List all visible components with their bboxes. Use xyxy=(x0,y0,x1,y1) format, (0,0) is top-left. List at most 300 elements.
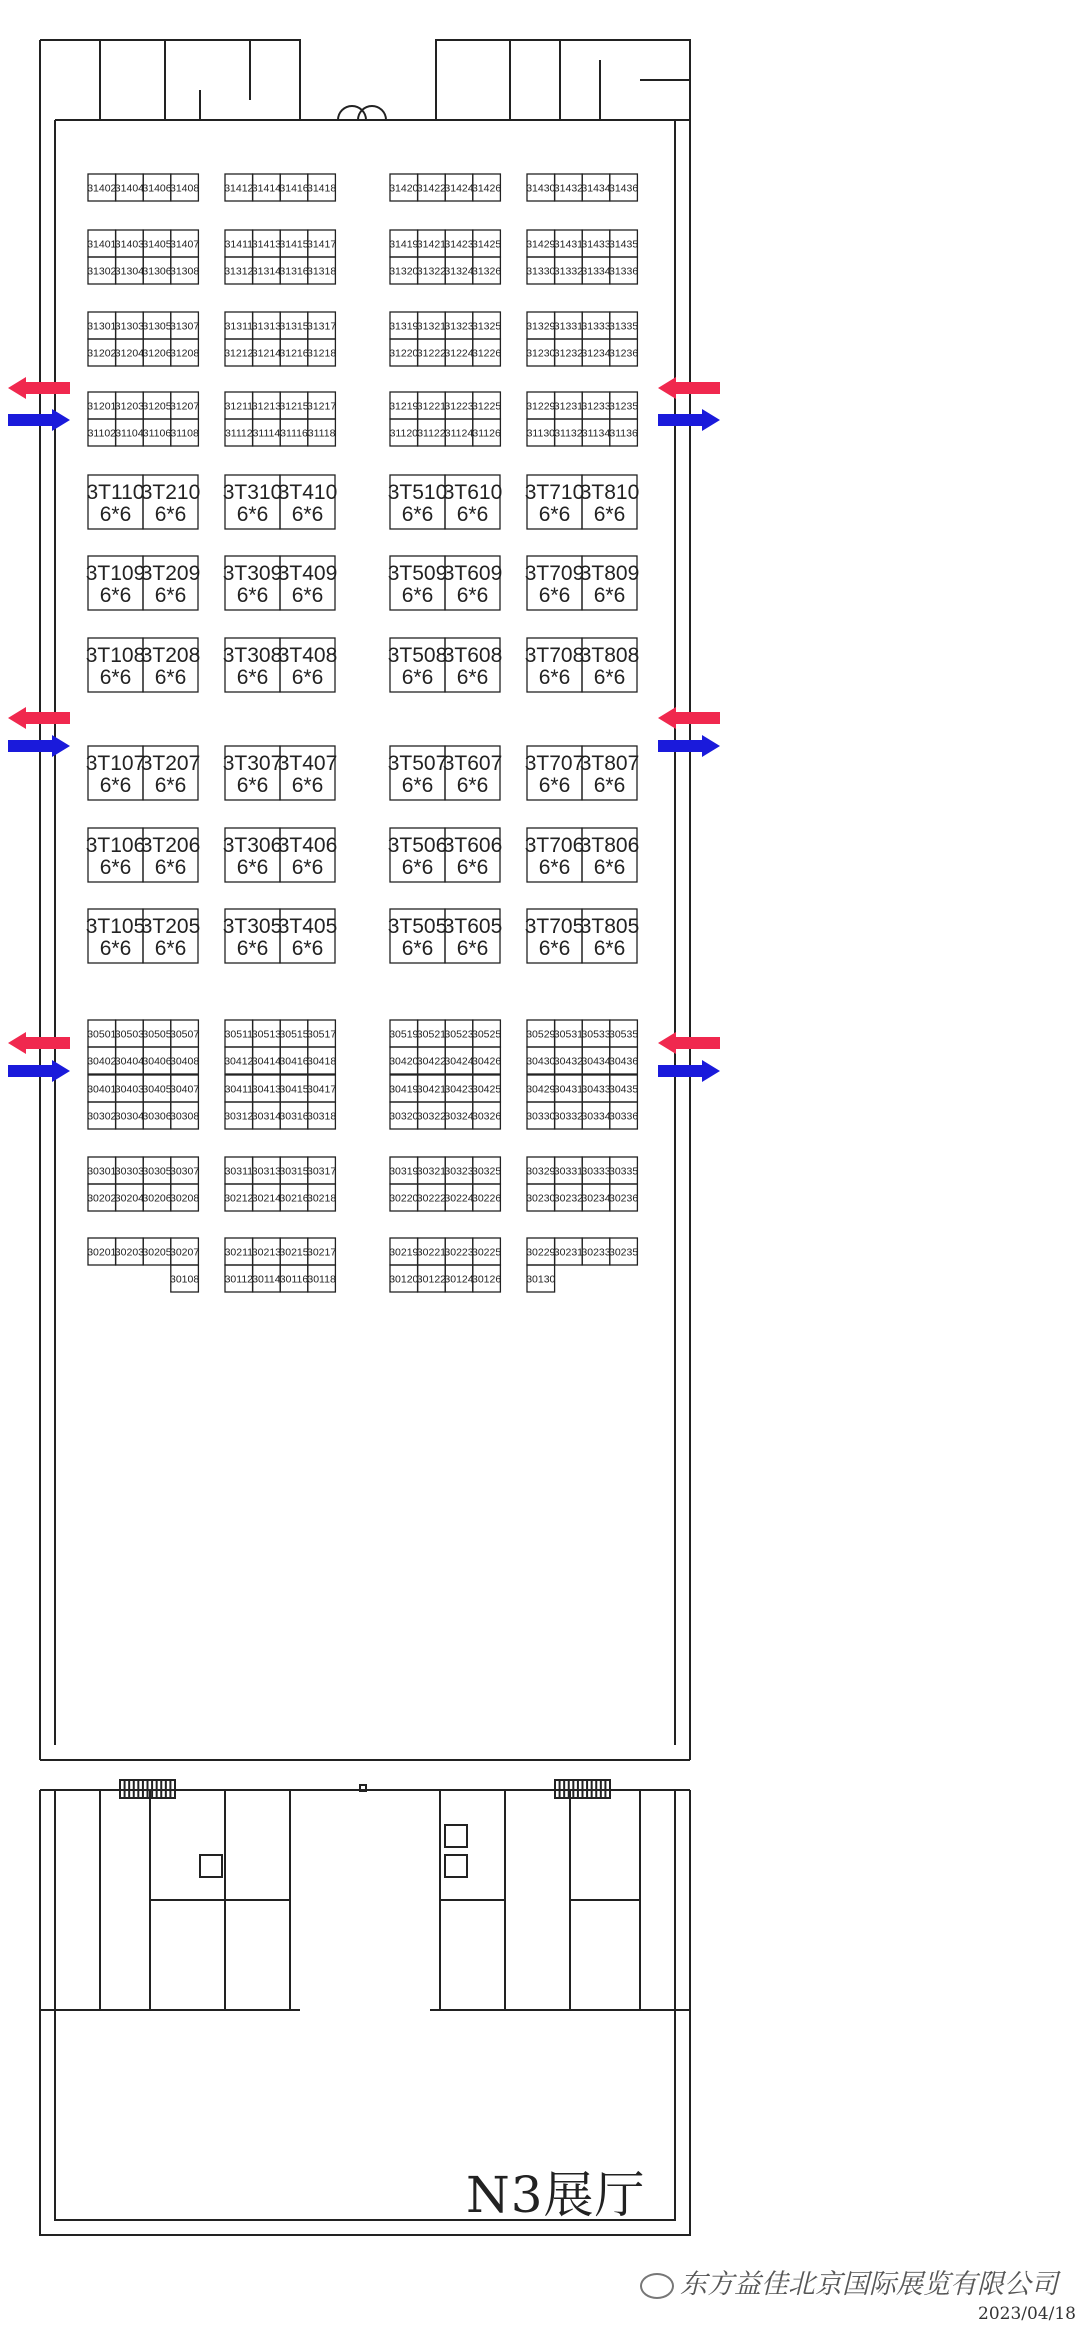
large-booth-block xyxy=(525,475,640,529)
booth-number: 30329 xyxy=(526,1165,556,1178)
booth-number: 30434 xyxy=(581,1055,611,1068)
booth-size: 6*6 xyxy=(538,937,571,960)
booth-number: 30513 xyxy=(251,1028,282,1041)
large-booth-block xyxy=(525,746,640,800)
booth-number: 31222 xyxy=(416,347,447,360)
booth-number: 3T508 xyxy=(387,644,448,667)
booth-number: 30213 xyxy=(251,1246,282,1259)
booth-number: 30336 xyxy=(608,1110,639,1123)
booth-number: 30401 xyxy=(87,1083,117,1096)
small-booth-block xyxy=(87,1020,199,1074)
booth-number: 3T705 xyxy=(524,915,585,938)
booth-size: 6*6 xyxy=(456,856,489,879)
booth-size: 6*6 xyxy=(154,937,187,960)
booth-number: 31319 xyxy=(389,320,419,333)
booth-number: 30303 xyxy=(114,1165,145,1178)
large-booth-block xyxy=(525,556,640,610)
booth-number: 30411 xyxy=(224,1083,254,1096)
booth-number: 31333 xyxy=(581,320,611,333)
booth-number: 30235 xyxy=(608,1246,639,1259)
booth-number: 31306 xyxy=(142,265,172,278)
booth-number: 31411 xyxy=(224,238,254,251)
booth-number: 30424 xyxy=(444,1055,474,1068)
booth-number: 31120 xyxy=(389,427,419,440)
booth-number: 31415 xyxy=(279,238,309,251)
booth-number: 31303 xyxy=(114,320,145,333)
booth-number: 30525 xyxy=(471,1028,502,1041)
booth-number: 31311 xyxy=(224,320,254,333)
large-booth-block xyxy=(388,909,503,963)
booth-number: 3T405 xyxy=(277,915,338,938)
large-booth-block xyxy=(86,828,201,882)
booth-size: 6*6 xyxy=(291,856,324,879)
booth-number: 31422 xyxy=(416,182,447,195)
booth-number: 30319 xyxy=(389,1165,419,1178)
booth-number: 30306 xyxy=(142,1110,172,1123)
booth-number: 30425 xyxy=(471,1083,502,1096)
booth-number: 31216 xyxy=(279,347,309,360)
large-booth-block xyxy=(223,475,338,529)
booth-size: 6*6 xyxy=(154,666,187,689)
booth-number: 31201 xyxy=(87,400,117,413)
booth-number: 3T308 xyxy=(222,644,283,667)
booth-number: 3T807 xyxy=(579,752,640,775)
small-booth-block xyxy=(526,230,638,284)
booth-number: 31401 xyxy=(87,238,117,251)
booth-number: 30529 xyxy=(526,1028,556,1041)
booth-number: 30316 xyxy=(279,1110,309,1123)
booth-number: 30124 xyxy=(444,1273,474,1286)
booth-number: 3T306 xyxy=(222,834,283,857)
booth-number: 31218 xyxy=(306,347,337,360)
booth-number: 30236 xyxy=(608,1192,639,1205)
booth-number: 31336 xyxy=(608,265,639,278)
booth-number: 31202 xyxy=(87,347,117,360)
booth-number: 30311 xyxy=(224,1165,254,1178)
booth-number: 30118 xyxy=(307,1273,336,1286)
booth-size: 6*6 xyxy=(99,503,132,526)
booth-number: 31214 xyxy=(251,347,282,360)
booth-number: 31431 xyxy=(553,238,584,251)
booth-number: 30515 xyxy=(279,1028,309,1041)
booth-number: 31324 xyxy=(444,265,474,278)
booth-size: 6*6 xyxy=(401,666,434,689)
booth-number: 31224 xyxy=(444,347,474,360)
booth-number: 30225 xyxy=(471,1246,502,1259)
large-booth-block xyxy=(388,556,503,610)
booth-size: 6*6 xyxy=(99,937,132,960)
booth-number: 30412 xyxy=(224,1055,254,1068)
booth-size: 6*6 xyxy=(236,503,269,526)
booth-number: 30218 xyxy=(306,1192,337,1205)
booth-number: 31316 xyxy=(279,265,309,278)
booth-number: 30231 xyxy=(553,1246,584,1259)
booth-number: 3T805 xyxy=(579,915,640,938)
small-booth-block xyxy=(526,174,638,201)
booth-size: 6*6 xyxy=(538,503,571,526)
booth-number: 3T209 xyxy=(140,562,201,585)
booth-number: 31334 xyxy=(581,265,611,278)
booth-number: 30230 xyxy=(526,1192,556,1205)
booth-number: 31220 xyxy=(389,347,419,360)
large-booth-block xyxy=(525,638,640,692)
booth-number: 31435 xyxy=(608,238,639,251)
booth-number: 30211 xyxy=(224,1246,254,1259)
booth-size: 6*6 xyxy=(236,584,269,607)
booth-number: 31206 xyxy=(142,347,172,360)
booth-number: 30405 xyxy=(142,1083,172,1096)
booth-number: 31426 xyxy=(471,182,502,195)
booth-number: 3T406 xyxy=(277,834,338,857)
booth-size: 6*6 xyxy=(236,856,269,879)
booth-number: 31229 xyxy=(526,400,556,413)
booth-number: 31412 xyxy=(224,182,254,195)
large-booth-block xyxy=(87,475,201,529)
booth-number: 30120 xyxy=(389,1273,419,1286)
booth-number: 30222 xyxy=(416,1192,447,1205)
booth-number: 30321 xyxy=(416,1165,447,1178)
small-booth-block xyxy=(87,174,199,201)
large-booth-block xyxy=(86,746,201,800)
booth-size: 6*6 xyxy=(456,774,489,797)
booth-number: 31423 xyxy=(444,238,474,251)
booth-number: 3T407 xyxy=(277,752,338,775)
booth-number: 31405 xyxy=(142,238,172,251)
booth-number: 30130 xyxy=(526,1273,556,1286)
booth-number: 3T108 xyxy=(85,644,146,667)
booth-number: 3T110 xyxy=(86,481,145,504)
booth-number: 30207 xyxy=(169,1246,200,1259)
booth-number: 3T408 xyxy=(277,644,338,667)
booth-number: 31433 xyxy=(581,238,611,251)
booth-number: 30531 xyxy=(553,1028,584,1041)
booth-number: 30429 xyxy=(526,1083,556,1096)
booth-number: 3T709 xyxy=(524,562,585,585)
booth-number: 30432 xyxy=(553,1055,584,1068)
booth-number: 30317 xyxy=(306,1165,337,1178)
booth-number: 3T708 xyxy=(524,644,585,667)
booth-size: 6*6 xyxy=(154,503,187,526)
booth-number: 31420 xyxy=(389,182,419,195)
booth-number: 30436 xyxy=(608,1055,639,1068)
door-swing xyxy=(358,106,386,120)
booth-number: 31418 xyxy=(306,182,337,195)
booth-number: 31329 xyxy=(526,320,556,333)
small-booth-block xyxy=(389,1157,501,1211)
booth-number: 3T109 xyxy=(85,562,146,585)
booth-size: 6*6 xyxy=(538,856,571,879)
booth-number: 3T210 xyxy=(140,481,201,504)
small-booth-block xyxy=(526,1020,638,1074)
booth-number: 31429 xyxy=(526,238,556,251)
booth-number: 30426 xyxy=(471,1055,502,1068)
booth-number: 30330 xyxy=(526,1110,556,1123)
booth-number: 3T710 xyxy=(524,481,585,504)
booth-number: 30217 xyxy=(306,1246,337,1259)
booth-number: 31321 xyxy=(416,320,447,333)
booth-number: 31322 xyxy=(416,265,447,278)
booth-number: 30313 xyxy=(251,1165,282,1178)
booth-size: 6*6 xyxy=(593,666,626,689)
booth-number: 31213 xyxy=(251,400,282,413)
booth-number: 3T107 xyxy=(85,752,146,775)
booth-number: 31335 xyxy=(608,320,639,333)
booth-size: 6*6 xyxy=(154,584,187,607)
booth-number: 3T607 xyxy=(442,752,503,775)
booth-number: 31323 xyxy=(444,320,474,333)
booth-number: 31134 xyxy=(581,427,611,440)
booth-number: 30407 xyxy=(169,1083,200,1096)
booth-number: 30423 xyxy=(444,1083,474,1096)
booth-number: 30315 xyxy=(279,1165,309,1178)
booth-number: 3T507 xyxy=(387,752,448,775)
booth-size: 6*6 xyxy=(236,774,269,797)
booth-number: 30116 xyxy=(279,1273,309,1286)
large-booth-block xyxy=(86,556,201,610)
booth-number: 30201 xyxy=(87,1246,117,1259)
small-booth-block xyxy=(87,392,199,446)
booth-size: 6*6 xyxy=(593,503,626,526)
booth-size: 6*6 xyxy=(401,503,434,526)
booth-size: 6*6 xyxy=(99,584,132,607)
booth-size: 6*6 xyxy=(593,856,626,879)
booth-size: 6*6 xyxy=(538,584,571,607)
booth-number: 3T809 xyxy=(579,562,640,585)
booth-number: 31219 xyxy=(389,400,419,413)
booth-number: 30206 xyxy=(142,1192,172,1205)
booth-number: 31104 xyxy=(115,427,144,440)
small-booth-block xyxy=(224,174,336,201)
small-booth-block xyxy=(224,312,336,366)
booth-size: 6*6 xyxy=(593,774,626,797)
booth-size: 6*6 xyxy=(154,774,187,797)
large-booth-block xyxy=(525,909,640,963)
booth-number: 31332 xyxy=(553,265,584,278)
booth-number: 3T706 xyxy=(524,834,585,857)
booth-number: 31235 xyxy=(608,400,639,413)
booth-number: 31215 xyxy=(279,400,309,413)
booth-number: 31301 xyxy=(87,320,117,333)
booth-number: 30229 xyxy=(526,1246,556,1259)
watermark xyxy=(640,2262,1058,2301)
booth-number: 31205 xyxy=(142,400,172,413)
booth-number: 31230 xyxy=(526,347,556,360)
booth-number: 30325 xyxy=(471,1165,502,1178)
elevator xyxy=(445,1855,467,1877)
booth-number: 30417 xyxy=(306,1083,337,1096)
booth-number: 30212 xyxy=(224,1192,254,1205)
wall-segment xyxy=(40,40,690,1760)
booth-number: 30301 xyxy=(87,1165,117,1178)
small-booth-block xyxy=(224,230,336,284)
booth-size: 6*6 xyxy=(99,856,132,879)
small-booth-block xyxy=(87,1075,199,1129)
booth-number: 30312 xyxy=(224,1110,254,1123)
small-booth-block xyxy=(526,392,638,446)
booth-number: 30511 xyxy=(224,1028,254,1041)
booth-number: 31217 xyxy=(306,400,337,413)
booth-number: 31204 xyxy=(114,347,145,360)
booth-number: 31424 xyxy=(444,182,474,195)
booth-number: 3T806 xyxy=(579,834,640,857)
large-booth-block xyxy=(388,828,503,882)
booth-number: 31432 xyxy=(553,182,584,195)
wechat-icon xyxy=(640,2273,674,2299)
booth-number: 31417 xyxy=(306,238,337,251)
booth-number: 30304 xyxy=(114,1110,145,1123)
booth-number: 31231 xyxy=(553,400,584,413)
booth-number: 30322 xyxy=(416,1110,447,1123)
booth-number: 30519 xyxy=(389,1028,419,1041)
booth-number: 3T608 xyxy=(442,644,503,667)
booth-number: 3T606 xyxy=(442,834,503,857)
booth-number: 30501 xyxy=(87,1028,117,1041)
booth-number: 31430 xyxy=(526,182,556,195)
booth-number: 30420 xyxy=(389,1055,419,1068)
booth-number: 31233 xyxy=(581,400,611,413)
booth-number: 31226 xyxy=(471,347,502,360)
booth-number: 31211 xyxy=(224,400,254,413)
booth-size: 6*6 xyxy=(291,503,324,526)
booth-number: 31118 xyxy=(307,427,336,440)
booth-number: 30331 xyxy=(553,1165,584,1178)
booth-number: 30326 xyxy=(471,1110,502,1123)
booth-number: 3T207 xyxy=(140,752,201,775)
small-booth-block xyxy=(87,1238,199,1292)
small-booth-block xyxy=(389,312,501,366)
booth-number: 30334 xyxy=(581,1110,611,1123)
booth-number: 30112 xyxy=(224,1273,254,1286)
booth-size: 6*6 xyxy=(456,937,489,960)
booth-number: 30403 xyxy=(114,1083,145,1096)
booth-number: 31136 xyxy=(609,427,638,440)
booth-size: 6*6 xyxy=(593,584,626,607)
booth-number: 31314 xyxy=(251,265,282,278)
booth-number: 30332 xyxy=(553,1110,584,1123)
booth-number: 30517 xyxy=(306,1028,337,1041)
booth-number: 31413 xyxy=(251,238,282,251)
booth-number: 30404 xyxy=(114,1055,145,1068)
large-booth-block xyxy=(223,556,338,610)
booth-number: 30413 xyxy=(251,1083,282,1096)
booth-number: 31403 xyxy=(114,238,145,251)
small-booth-block xyxy=(389,1075,501,1129)
booth-number: 3T307 xyxy=(222,752,283,775)
small-booth-block xyxy=(526,1157,638,1211)
small-booth-block xyxy=(526,312,638,366)
booth-size: 6*6 xyxy=(99,666,132,689)
small-booth-block xyxy=(87,1157,199,1211)
booth-number: 3T509 xyxy=(387,562,448,585)
booth-number: 31404 xyxy=(114,182,145,195)
booth-number: 30414 xyxy=(251,1055,282,1068)
booth-number: 30126 xyxy=(471,1273,502,1286)
booth-size: 6*6 xyxy=(456,584,489,607)
large-booth-block xyxy=(388,746,503,800)
elevator xyxy=(200,1855,222,1877)
hall-walls xyxy=(40,40,690,2235)
booth-number: 31320 xyxy=(389,265,419,278)
booth-number: 31307 xyxy=(169,320,200,333)
booth-number: 31421 xyxy=(416,238,447,251)
booth-number: 3T309 xyxy=(222,562,283,585)
booth-size: 6*6 xyxy=(291,666,324,689)
booth-number: 30308 xyxy=(169,1110,200,1123)
booth-size: 6*6 xyxy=(538,774,571,797)
booth-number: 31419 xyxy=(389,238,419,251)
booth-number: 31302 xyxy=(87,265,117,278)
booth-number: 31122 xyxy=(417,427,446,440)
booth-size: 6*6 xyxy=(401,774,434,797)
booth-number: 30521 xyxy=(416,1028,447,1041)
small-booth-block xyxy=(225,392,337,446)
booth-number: 31223 xyxy=(444,400,474,413)
booth-number: 31207 xyxy=(169,400,200,413)
booth-number: 3T305 xyxy=(222,915,283,938)
booth-number: 3T409 xyxy=(277,562,338,585)
booth-number: 31402 xyxy=(87,182,117,195)
booth-number: 3T610 xyxy=(442,481,503,504)
booth-number: 31130 xyxy=(526,427,556,440)
booth-number: 31315 xyxy=(279,320,309,333)
booth-number: 31326 xyxy=(471,265,502,278)
booth-number: 30435 xyxy=(608,1083,639,1096)
booth-number: 30533 xyxy=(581,1028,611,1041)
booth-number: 3T106 xyxy=(85,834,146,857)
booth-number: 30430 xyxy=(526,1055,556,1068)
booth-number: 30203 xyxy=(114,1246,145,1259)
door-swing xyxy=(338,106,366,120)
small-booth-block xyxy=(526,1075,638,1129)
booth-number: 3T310 xyxy=(222,481,283,504)
booth-number: 31132 xyxy=(554,427,583,440)
booth-number: 31414 xyxy=(251,182,282,195)
booth-number: 30323 xyxy=(444,1165,474,1178)
pillar xyxy=(360,1785,366,1791)
booth-number: 31416 xyxy=(279,182,309,195)
booth-number: 30335 xyxy=(608,1165,639,1178)
booth-size: 6*6 xyxy=(291,937,324,960)
booth-number: 30507 xyxy=(169,1028,200,1041)
booth-number: 30220 xyxy=(389,1192,419,1205)
plan-date: 2023/04/18 xyxy=(978,2304,1076,2324)
booth-number: 31304 xyxy=(114,265,145,278)
booth-number: 30114 xyxy=(252,1273,281,1286)
booth-number: 3T605 xyxy=(442,915,503,938)
booth-number: 31308 xyxy=(169,265,200,278)
booth-number: 30108 xyxy=(169,1273,200,1286)
booth-number: 30431 xyxy=(553,1083,584,1096)
large-booth-block xyxy=(525,828,640,882)
booth-number: 3T410 xyxy=(277,481,338,504)
booth-size: 6*6 xyxy=(401,856,434,879)
booth-size: 6*6 xyxy=(154,856,187,879)
small-booth-block xyxy=(224,1075,336,1129)
small-booth-block xyxy=(389,230,501,284)
booth-number: 31330 xyxy=(526,265,556,278)
booth-number: 30421 xyxy=(416,1083,447,1096)
booth-number: 30503 xyxy=(114,1028,145,1041)
booth-number: 30307 xyxy=(169,1165,200,1178)
booth-number: 31313 xyxy=(251,320,282,333)
small-booth-block xyxy=(389,174,501,201)
booth-number: 30305 xyxy=(142,1165,172,1178)
booth-number: 31312 xyxy=(224,265,254,278)
booth-number: 30223 xyxy=(444,1246,474,1259)
booth-number: 3T206 xyxy=(140,834,201,857)
booth-number: 30333 xyxy=(581,1165,611,1178)
booth-number: 30419 xyxy=(389,1083,419,1096)
